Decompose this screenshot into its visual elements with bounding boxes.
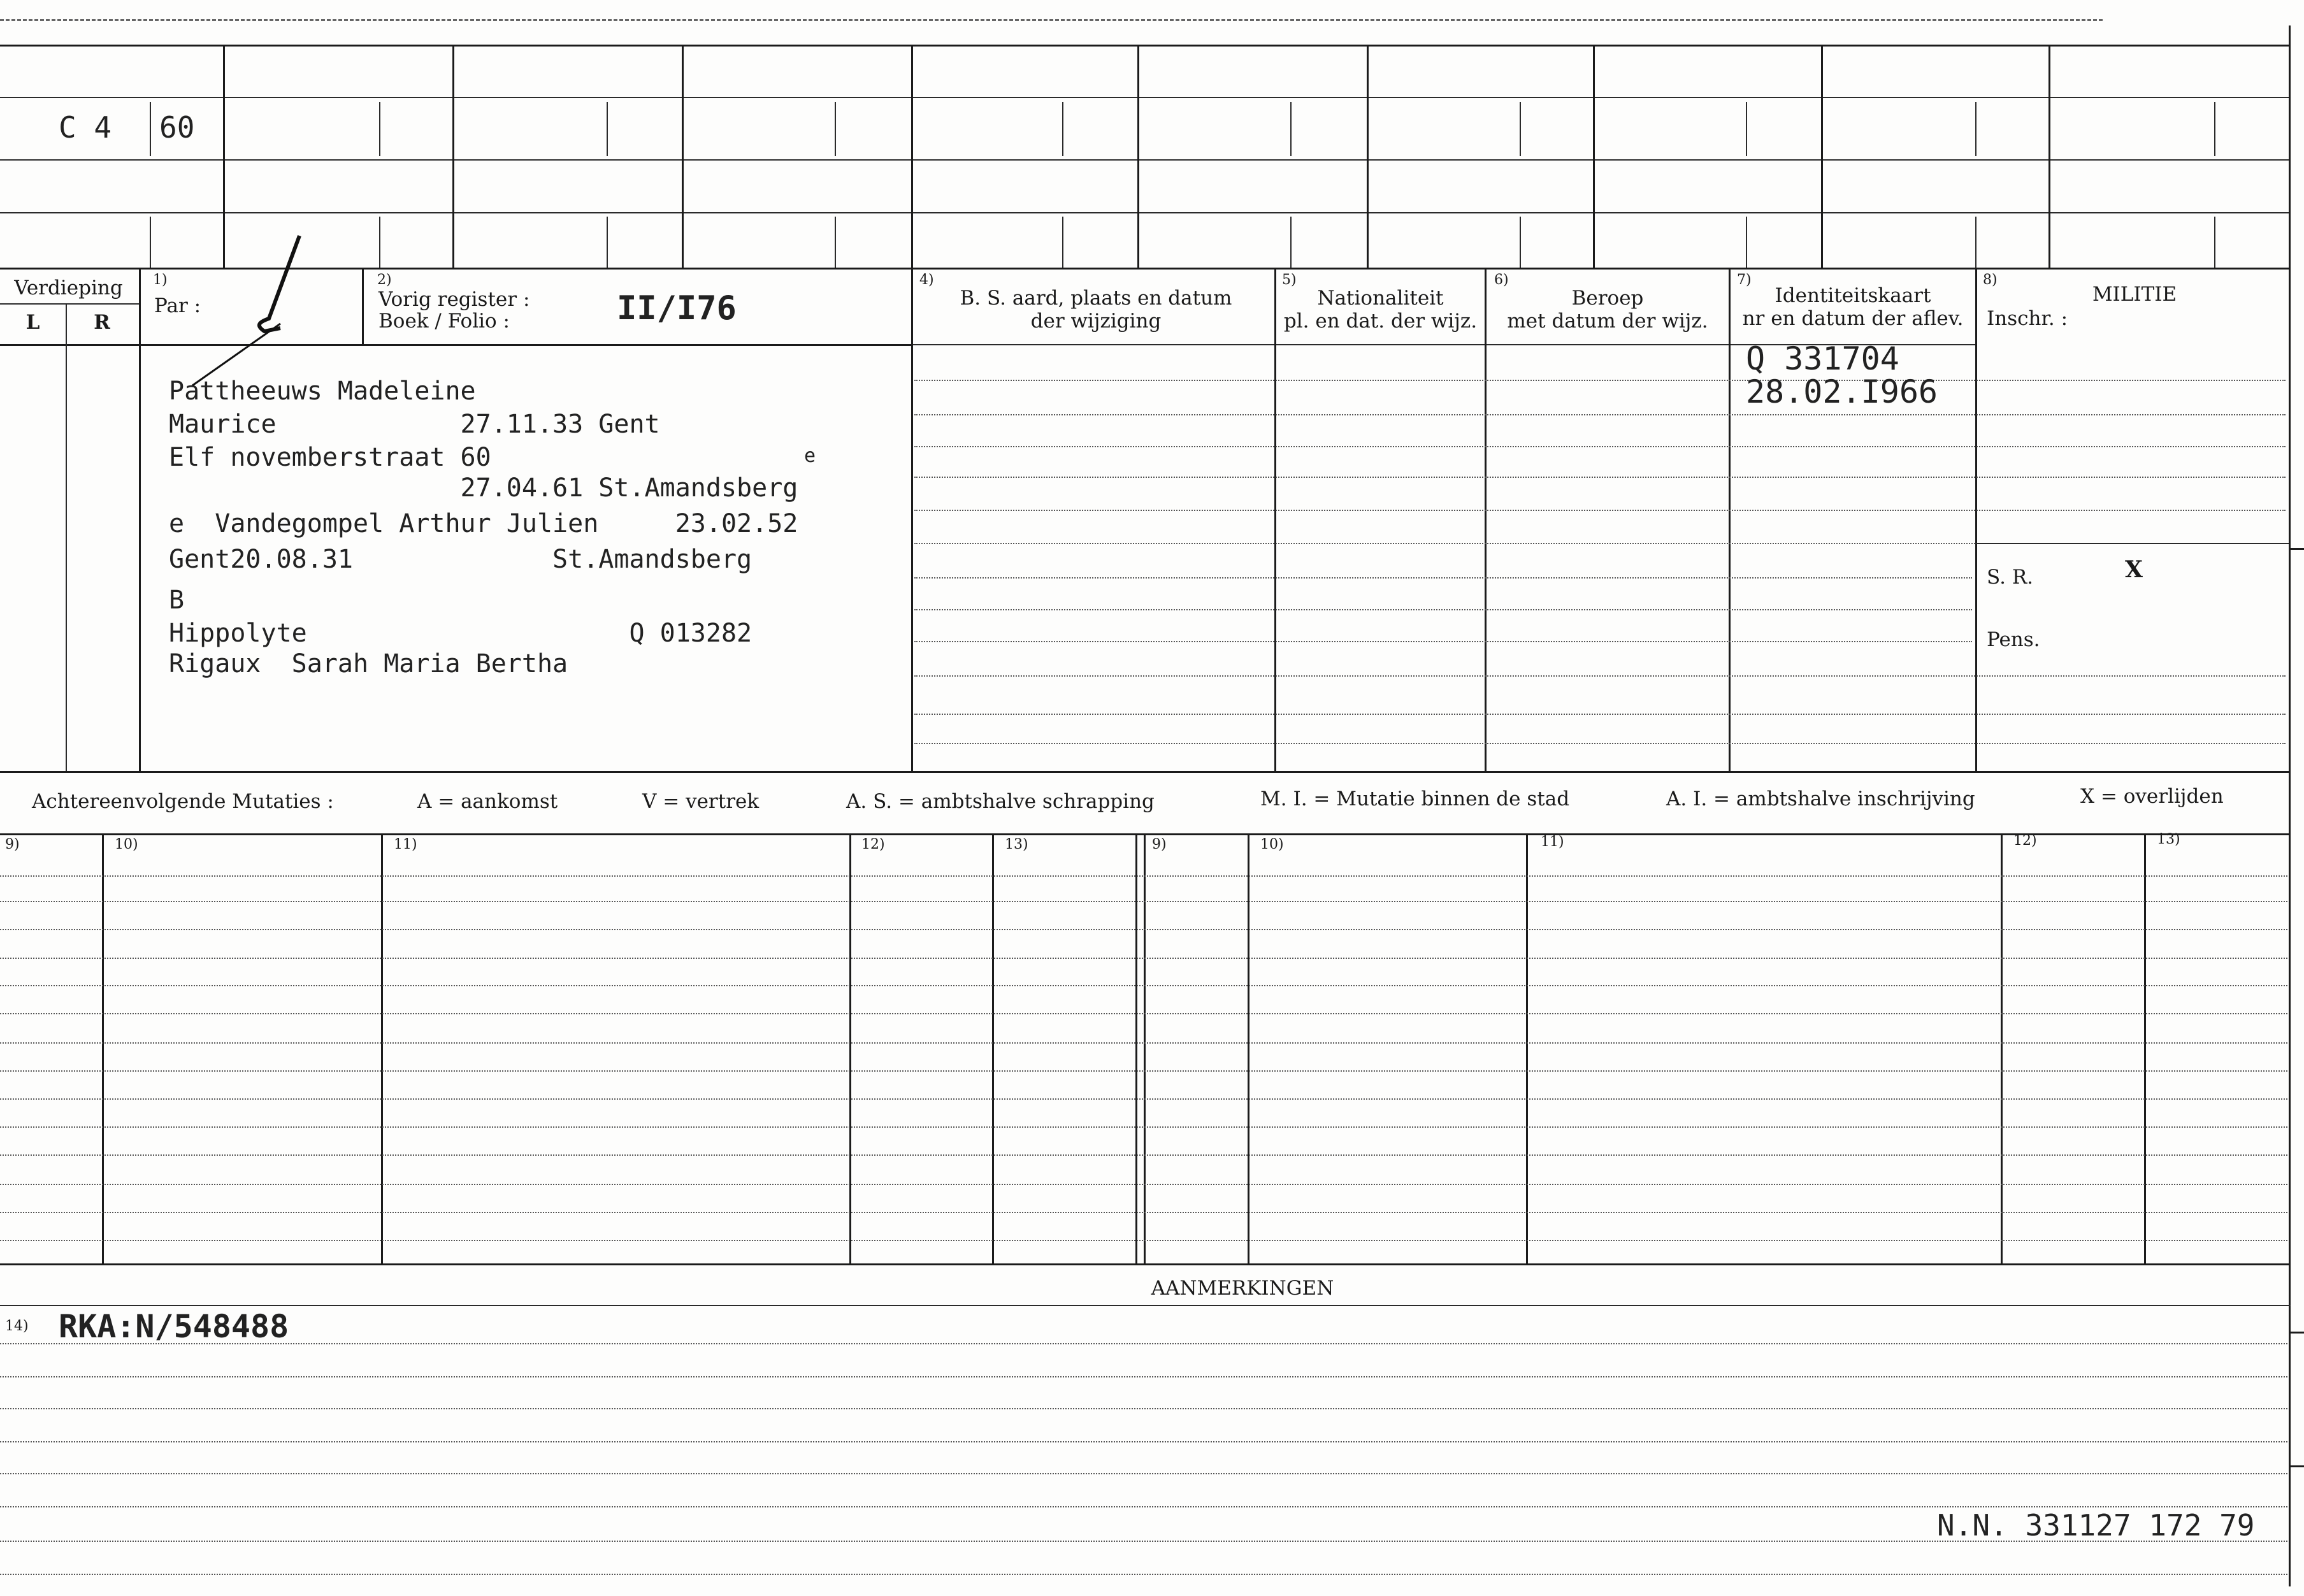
col-right-11: 11) — [1541, 834, 1564, 850]
verdieping-r-label: R — [94, 311, 110, 334]
person-line-7: B — [169, 586, 185, 615]
person-line-6: Gent20.08.31 St.Amandsberg — [169, 545, 752, 574]
id-number: 7) — [1737, 272, 1752, 288]
person-line-9: Rigaux Sarah Maria Bertha — [169, 649, 568, 679]
remarks-value: RKA:N/548488 — [59, 1308, 289, 1345]
col-left-10: 10) — [115, 837, 138, 852]
nat-number: 5) — [1282, 272, 1297, 288]
legend-aankomst: A = aankomst — [417, 790, 558, 813]
beroep-label-2: met datum der wijz. — [1507, 310, 1708, 333]
militie-label: MILITIE — [2092, 283, 2177, 306]
par-number: 1) — [153, 272, 168, 288]
militie-number: 8) — [1983, 272, 1998, 288]
legend-ambtshalve-inschrijving: A. I. = ambtshalve inschrijving — [1666, 787, 1975, 810]
bs-number: 4) — [919, 272, 934, 288]
pens-label: Pens. — [1987, 628, 2040, 651]
id-card-date: 28.02.I966 — [1746, 373, 1938, 410]
id-card-number: Q 331704 — [1746, 340, 1899, 377]
bs-label-1: B. S. aard, plaats en datum — [960, 287, 1232, 310]
beroep-number: 6) — [1494, 272, 1509, 288]
footer-reference: N.N. 331127 172 79 — [1937, 1508, 2255, 1542]
legend-vertrek: V = vertrek — [642, 790, 760, 813]
top-house-number: 60 — [159, 110, 195, 145]
col-right-9: 9) — [1152, 837, 1167, 852]
inschr-label: Inschr. : — [1987, 307, 2068, 330]
nationality-label-2: pl. en dat. der wijz. — [1283, 310, 1478, 333]
vorig-number: 2) — [377, 272, 392, 288]
person-line-1: Pattheeuws Madeleine — [169, 377, 476, 406]
remarks-number: 14) — [5, 1318, 29, 1334]
id-label-1: Identiteitskaart — [1775, 284, 1931, 307]
remarks-title: AANMERKINGEN — [1151, 1277, 1334, 1300]
sr-value: X — [2125, 556, 2143, 583]
col-left-9: 9) — [5, 837, 20, 852]
legend-mutatie-binnen-stad: M. I. = Mutatie binnen de stad — [1260, 787, 1570, 810]
legend-ambtshalve-schrapping: A. S. = ambtshalve schrapping — [846, 790, 1155, 813]
vorig-register-label: Vorig register : — [378, 288, 530, 311]
id-label-2: nr en datum der aflev. — [1742, 307, 1964, 330]
col-left-13: 13) — [1005, 837, 1028, 852]
person-line-5: e Vandegompel Arthur Julien 23.02.52 — [169, 509, 798, 538]
bs-label-2: der wijziging — [1030, 310, 1162, 333]
legend-overlijden: X = overlijden — [2080, 785, 2224, 808]
pen-mark-icon — [185, 229, 331, 395]
mutations-title: Achtereenvolgende Mutaties : — [32, 790, 334, 813]
sr-label: S. R. — [1987, 566, 2034, 589]
verdieping-l-label: L — [25, 311, 40, 334]
nationality-label-1: Nationaliteit — [1317, 287, 1444, 310]
person-line-8: Hippolyte Q 013282 — [169, 619, 752, 648]
person-line-2: Maurice 27.11.33 Gent — [169, 410, 660, 439]
col-left-12: 12) — [861, 837, 885, 852]
col-right-13: 13) — [2157, 831, 2180, 847]
top-code: C 4 — [59, 110, 112, 145]
person-line-4: 27.04.61 St.Amandsberg — [169, 473, 798, 503]
col-left-11: 11) — [394, 837, 417, 852]
verdieping-label: Verdieping — [14, 277, 123, 299]
register-value: II/I76 — [617, 289, 737, 327]
superscript-e: e — [804, 445, 816, 467]
boek-folio-label: Boek / Folio : — [378, 310, 510, 333]
col-right-10: 10) — [1260, 837, 1284, 852]
col-right-12: 12) — [2013, 833, 2037, 849]
beroep-label-1: Beroep — [1571, 287, 1644, 310]
person-line-3: Elf novemberstraat 60 — [169, 443, 491, 472]
par-label: Par : — [154, 294, 201, 317]
